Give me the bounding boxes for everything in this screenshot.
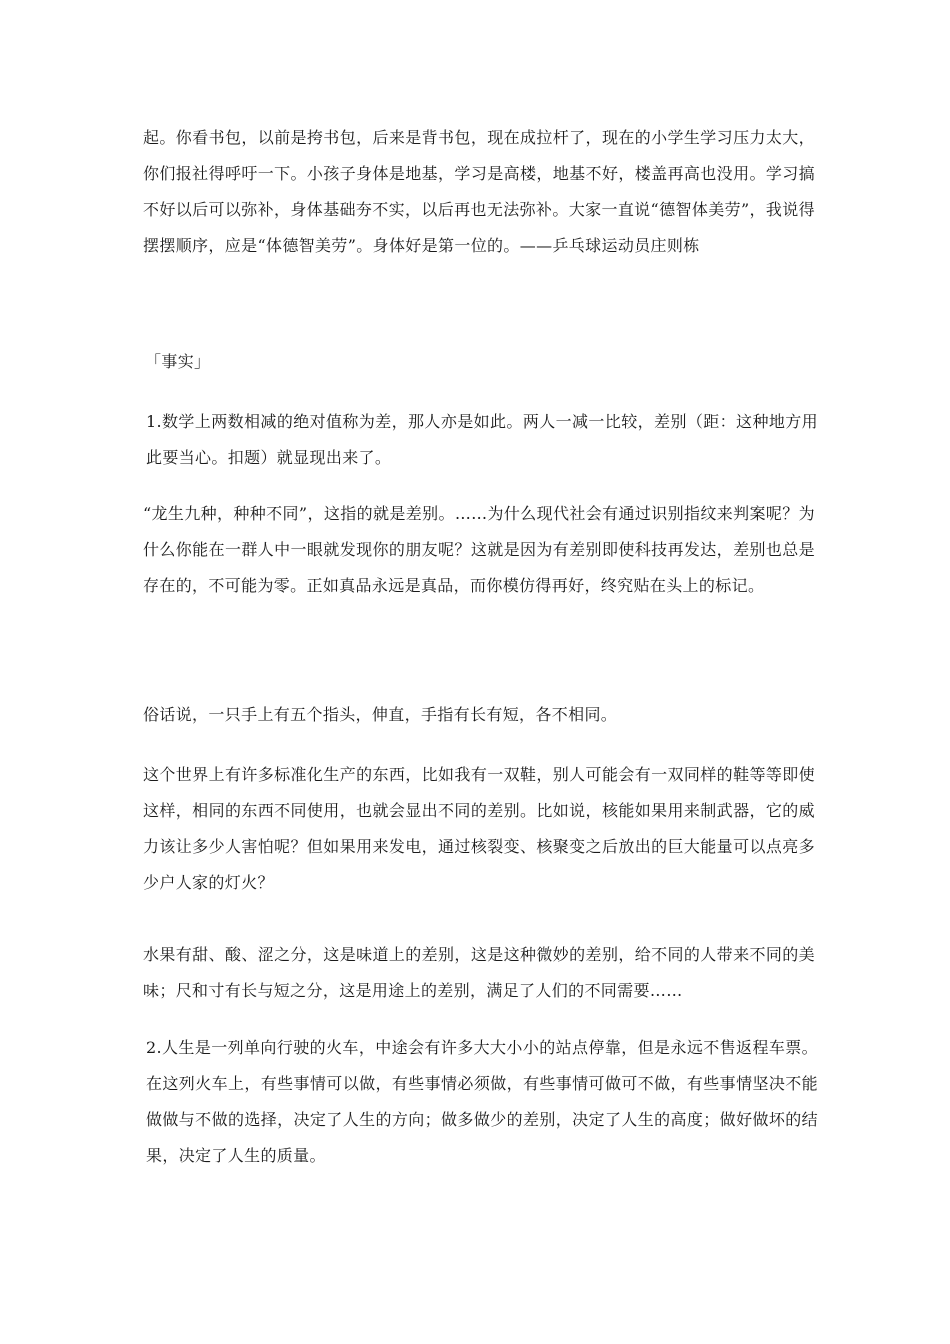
paragraph-zhuang-zedong-quote: 起。你看书包，以前是挎书包，后来是背书包，现在成拉杆了，现在的小学生学习压力太大，你们报社得呼吁一下。小孩子身体是地基，学习是高楼，地基不好，楼盖再高也没用。学习搞不好以后可以弥补，身体基础夯不实，以后再也无法弥补。大家一直说“德智体美劳”，我说得摆摆顺序，应是“体德智美劳”。身体好是第一位的。——乒乓球运动员庄则栋 <box>143 128 815 255</box>
section-heading-facts: 「事实」 <box>145 352 211 371</box>
paragraph-standardized-goods: 这个世界上有许多标准化生产的东西，比如我有一双鞋，别人可能会有一双同样的鞋等等即使这样，相同的东西不同使用，也就会显出不同的差别。比如说，核能如果用来制武器，它的威力该让多少人害怕呢？但如果用来发电，通过核裂变、核聚变之后放出的巨大能量可以点亮多少户人家的灯火？ <box>143 765 815 892</box>
paragraph-fact-2: 2.人生是一列单向行驶的火车，中途会有许多大大小小的站点停靠，但是永远不售返程车票。在这列火车上，有些事情可以做，有些事情必须做，有些事情可做可不做，有些事情坚决不能做做与不做的选择，决定了人生的方向；做多做少的差别，决定了人生的高度；做好做坏的结果，决定了人生的质量。 <box>146 1038 818 1165</box>
paragraph-dragon-proverb: “龙生九种，种种不同”，这指的就是差别。……为什么现代社会有通过识别指纹来判案呢？为什么你能在一群人中一眼就发现你的朋友呢？这就是因为有差别即使科技再发达，差别也总是存在的，不可能为零。正如真品永远是真品，而你模仿得再好，终究贴在头上的标记。 <box>143 504 815 595</box>
paragraph-five-fingers: 俗话说，一只手上有五个指头，伸直，手指有长有短，各不相同。 <box>143 705 618 724</box>
paragraph-fact-1: 1.数学上两数相减的绝对值称为差，那人亦是如此。两人一减一比较，差别（距：这种地方用此要当心。扣题）就显现出来了。 <box>146 412 818 467</box>
paragraph-fruit-flavors: 水果有甜、酸、涩之分，这是味道上的差别，这是这种微妙的差别，给不同的人带来不同的美味；尺和寸有长与短之分，这是用途上的差别，满足了人们的不同需要…… <box>143 945 815 1000</box>
